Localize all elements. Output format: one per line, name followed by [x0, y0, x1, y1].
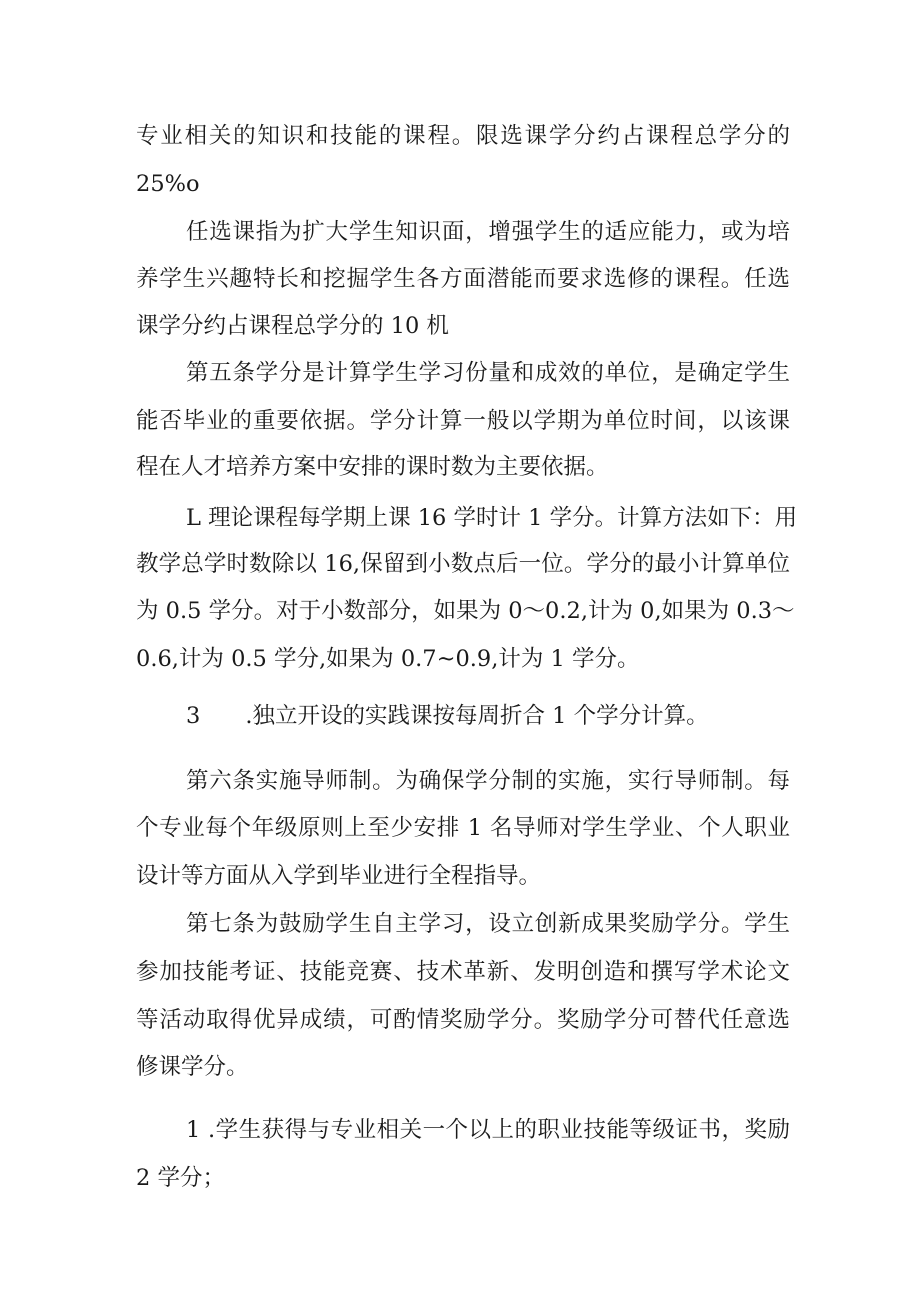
text-line: 第七条为鼓励学生自主学习，设立创新成果奖励学分。学生: [186, 911, 790, 937]
text-line: 为 0.5 学分。对于小数部分，如果为 0～0.2,计为 0,如果为 0.3～: [136, 598, 795, 624]
text-line: 能否毕业的重要依据。学分计算一般以学期为单位时间，以该课: [136, 408, 790, 434]
text-line: 教学总学时数除以 16,保留到小数点后一位。学分的最小计算单位: [136, 551, 790, 577]
text-line: 1 .学生获得与专业相关一个以上的职业技能等级证书，奖励: [186, 1117, 790, 1143]
text-line: 养学生兴趣特长和挖掘学生各方面潜能而要求选修的课程。任选: [136, 266, 790, 292]
text-line: 参加技能考证、技能竞赛、技术革新、发明创造和撰写学术论文: [136, 959, 790, 985]
text-line: 第六条实施导师制。为确保学分制的实施，实行导师制。每: [186, 768, 790, 794]
text-line: 2 学分；: [136, 1165, 225, 1191]
text-line: 程在人才培养方案中安排的课时数为主要依据。: [136, 454, 609, 480]
text-line: 修课学分。: [136, 1054, 249, 1080]
text-line: 等活动取得优异成绩，可酌情奖励学分。奖励学分可替代任意选: [136, 1007, 790, 1033]
text-line: 专业相关的知识和技能的课程。限选课学分约占课程总学分的: [136, 123, 790, 149]
text-line: 设计等方面从入学到毕业进行全程指导。: [136, 863, 542, 889]
text-line: 25%o: [136, 171, 200, 197]
text-line: 课学分约占课程总学分的 10 机: [136, 313, 449, 339]
text-line: 0.6,计为 0.5 学分,如果为 0.7~0.9,计为 1 学分。: [136, 646, 640, 672]
text-line: 任选课指为扩大学生知识面，增强学生的适应能力，或为培: [186, 219, 790, 245]
text-line: 3 .独立开设的实践课按每周折合 1 个学分计算。: [186, 703, 709, 729]
text-line: 第五条学分是计算学生学习份量和成效的单位，是确定学生: [186, 360, 790, 386]
text-line: 个专业每个年级原则上至少安排 1 名导师对学生学业、个人职业: [136, 815, 790, 841]
text-line: L 理论课程每学期上课 16 学时计 1 学分。计算方法如下：用: [186, 505, 798, 531]
